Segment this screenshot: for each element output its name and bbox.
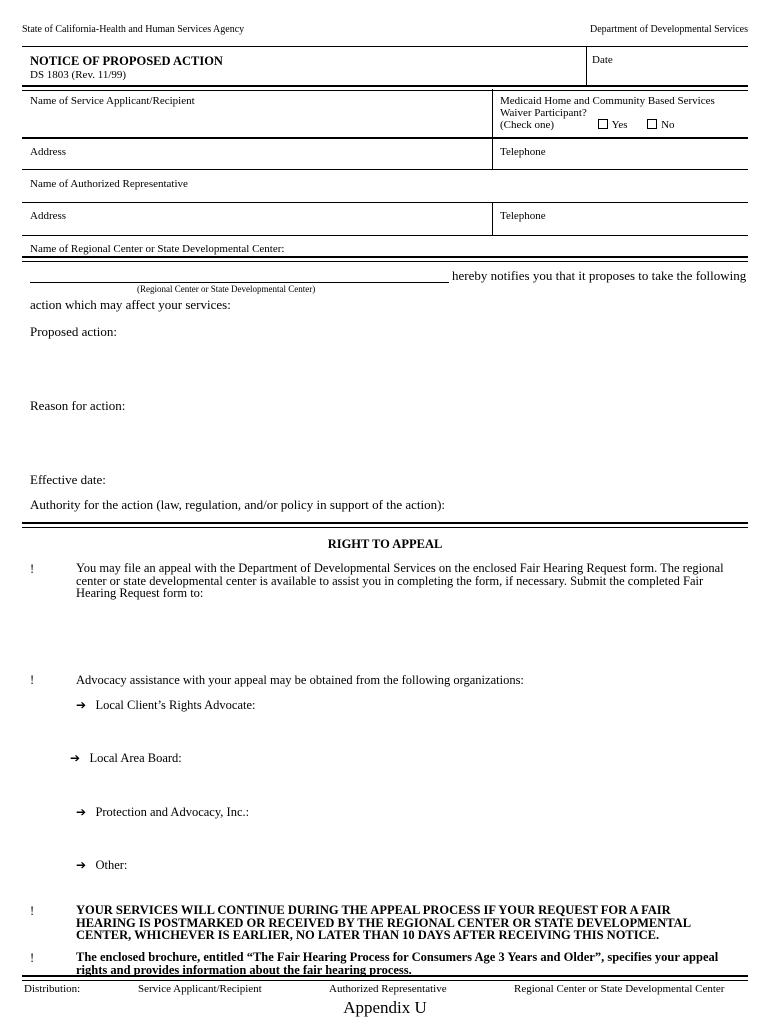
bullet: !	[30, 904, 35, 918]
rule	[492, 202, 493, 235]
rule	[22, 522, 748, 528]
org-item	[76, 805, 249, 820]
yes-label: Yes	[611, 119, 628, 131]
arrow-right-icon: ➔	[76, 805, 87, 819]
rule	[492, 139, 493, 169]
hereby-text: hereby notifies you that it proposes to take the following	[452, 268, 747, 283]
continuation-text: action which may affect your services:	[30, 297, 231, 312]
form-title: NOTICE OF PROPOSED ACTION	[30, 54, 223, 68]
rule	[586, 46, 587, 86]
form-number: DS 1803 (Rev. 11/99)	[30, 69, 127, 81]
org-label: Other:	[95, 858, 128, 872]
center-label: Name of Regional Center or State Developmental Center:	[30, 243, 285, 255]
p1-line: center or state developmental center is available to assist you in completing the form, if necessary. Submit the completed Fair	[76, 573, 704, 588]
address-label: Address	[30, 146, 67, 158]
effective-label: Effective date:	[30, 472, 106, 487]
bullet: !	[30, 951, 35, 965]
rule	[22, 169, 748, 170]
reason-label: Reason for action:	[30, 398, 126, 413]
arrow-right-icon: ➔	[76, 858, 87, 872]
rule	[22, 256, 748, 262]
rule	[22, 235, 748, 236]
p1-line: You may file an appeal with the Department of Developmental Services on the enclosed Fair Hearing Request form. The regional	[76, 561, 724, 575]
arrow-right-icon: ➔	[76, 698, 87, 712]
p3-line: HEARING IS POSTMARKED OR RECEIVED BY THE REGIONAL CENTER OR STATE DEVELOPMENTAL	[76, 915, 692, 930]
check-one-label: (Check one)	[500, 119, 555, 131]
yes-checkbox[interactable]	[598, 119, 608, 129]
appeal-p2: Advocacy assistance with your appeal may be obtained from the following organizations:	[76, 673, 524, 687]
applicant-label: Name of Service Applicant/Recipient	[30, 95, 195, 107]
distribution-label: Distribution:	[24, 983, 81, 995]
waiver-line: Waiver Participant?	[500, 107, 587, 119]
org-item	[70, 751, 182, 766]
org-label: Local Area Board:	[89, 751, 182, 765]
appendix-label: Appendix U	[343, 998, 427, 1017]
p3-line: CENTER, WHICHEVER IS EARLIER, NO LATER THAN 10 DAYS AFTER RECEIVING THIS NOTICE.	[76, 928, 660, 942]
appeal-heading: RIGHT TO APPEAL	[327, 537, 443, 551]
org-label: Local Client’s Rights Advocate:	[95, 698, 256, 712]
org-item	[76, 858, 127, 873]
distribution-item: Authorized Representative	[329, 983, 447, 995]
p3-line: YOUR SERVICES WILL CONTINUE DURING THE APPEAL PROCESS IF YOUR REQUEST FOR A FAIR	[76, 903, 671, 917]
bullet: !	[30, 562, 35, 576]
authority-label: Authority for the action (law, regulation, and/or policy in support of the action):	[30, 497, 446, 512]
p4-line: The enclosed brochure, entitled “The Fair Hearing Process for Consumers Age 3 Years and Older”, specifies your appeal	[76, 950, 719, 964]
org-label: Protection and Advocacy, Inc.:	[95, 805, 250, 819]
department-name: Department of Developmental Services	[590, 24, 748, 35]
appeal-p3	[76, 904, 691, 942]
address2-label: Address	[30, 210, 67, 222]
rule	[22, 137, 748, 139]
waiver-question	[500, 95, 715, 131]
waiver-line: Medicaid Home and Community Based Services	[500, 95, 715, 107]
rule	[22, 975, 748, 981]
arrow-right-icon: ➔	[70, 751, 81, 765]
rule	[22, 85, 748, 91]
telephone2-label: Telephone	[500, 210, 546, 222]
rule	[22, 46, 748, 47]
center-name-line[interactable]	[30, 282, 449, 283]
org-item	[76, 698, 255, 713]
no-label: No	[661, 119, 675, 131]
distribution-item: Service Applicant/Recipient	[138, 983, 262, 995]
waiver-check-row	[500, 119, 715, 131]
agency-name: State of California-Health and Human Services Agency	[22, 24, 245, 35]
bullet: !	[30, 673, 35, 687]
appeal-p4	[76, 951, 718, 976]
distribution-item: Regional Center or State Developmental Center	[514, 983, 725, 995]
date-label: Date	[592, 54, 613, 66]
rule	[492, 89, 493, 137]
under-caption: (Regional Center or State Developmental Center)	[137, 284, 316, 294]
p1-line: Hearing Request form to:	[76, 586, 204, 600]
appeal-p1	[76, 562, 724, 600]
p4-line: rights and provides information about the fair hearing process.	[76, 962, 412, 977]
no-checkbox[interactable]	[647, 119, 657, 129]
telephone-label: Telephone	[500, 146, 546, 158]
rep-label: Name of Authorized Representative	[30, 178, 188, 190]
rule	[22, 202, 748, 203]
proposed-label: Proposed action:	[30, 324, 118, 339]
